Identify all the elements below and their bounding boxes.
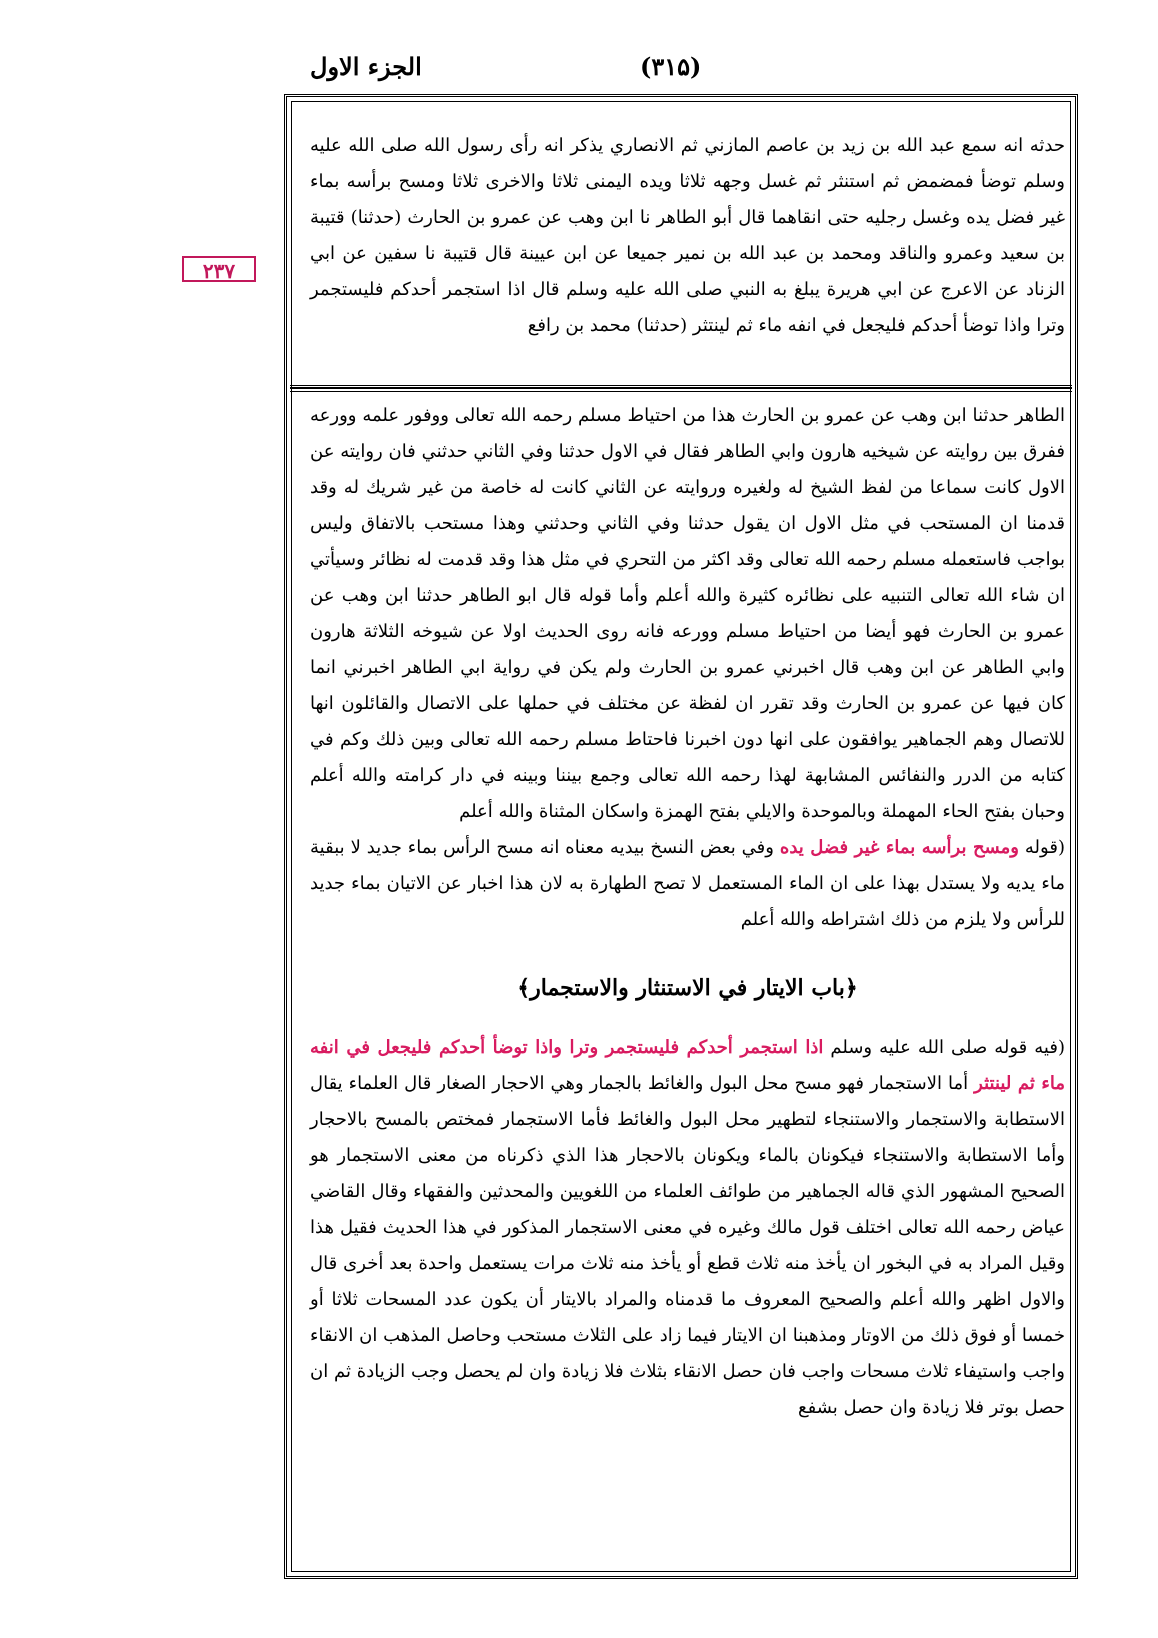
commentary-quote-paragraph: [310, 830, 1065, 938]
hadith-number-badge: ۲۳۷: [182, 256, 256, 282]
quote-open: (قوله: [1024, 837, 1065, 858]
lower-text: أما الاستجمار فهو مسح محل البول والغائط بالجمار وهي الاحجار الصغار قال العلماء يقال الاستطابة والاستجمار والاستنجاء لتطهير محل البول والغائط فأما الاستجمار فمختص بالمسح بالاحجار وأما الاستطابة والاستنجاء فيكونان بالماء ويكونان بالاحجار هذا الذي ذكرناه من معنى الاستجمار هو الصحيح المشهور الذي قاله الجماهير من طوائف العلماء من اللغويين والمحدثين والفقهاء وقال القاضي عياض رحمه الله تعالى اختلف قول مالك وغيره في معنى الاستجمار المذكور في هذا الحديث فقيل هذا وقيل المراد به في البخور ان يأخذ منه ثلاث قطع أو يأخذ منه ثلاث مرات يستعمل واحدة بعد أخرى قال والاول اظهر والله أعلم والصحيح المعروف ما قدمناه والمراد بالايتار أن يكون عدد المسحات ثلاثا أو خمسا أو فوق ذلك من الاوتار ومذهبنا ان الايتار فيما زاد على الثلاث مستحب وحاصل المذهب ان الانقاء واجب واستيفاء ثلاث مسحات واجب فان حصل الانقاء بثلاث فلا زيادة وان لم يحصل وجب الزيادة ثم ان حصل بوتر فلا زيادة وان حصل بشفع: [310, 1073, 1065, 1418]
quote-highlight: ومسح برأسه بماء غير فضل يده: [779, 837, 1019, 858]
lower-commentary: [310, 1030, 1065, 1426]
lower-quote-highlight: اذا استجمر أحدكم فليستجمر وترا واذا توضأ أحدكم فليجعل في انفه ماء ثم لينتثر: [310, 1037, 1065, 1094]
lower-paragraph: [310, 1030, 1065, 1426]
page-header-volume: الجزء الاول: [310, 52, 422, 81]
section-divider: [290, 387, 1072, 392]
page-number: (۳۱۵): [640, 52, 702, 81]
commentary-paragraph: الطاهر حدثنا ابن وهب عن عمرو بن الحارث هذا من احتياط مسلم رحمه الله تعالى ووفور علمه وورعه ففرق بين روايته عن شيخيه هارون وابي الطاهر فقال في الاول حدثنا وفي الثاني حدثني فان روايته عن الاول كانت سماعا من لفظ الشيخ له ولغيره وروايته عن الثاني كانت له خاصة من غير شريك له وقد قدمنا ان المستحب في مثل الاول ان يقول حدثنا وفي الثاني وحدثني وهذا مستحب بالاتفاق وليس بواجب فاستعمله مسلم رحمه الله تعالى وقد اكثر من التحري في مثل هذا وقد قدمت له نظائر وسيأتي ان شاء الله تعالى التنبيه على نظائره كثيرة والله أعلم وأما قوله قال ابو الطاهر حدثنا ابن وهب عن عمرو بن الحارث فهو أيضا من احتياط مسلم وورعه فانه روى الحديث اولا عن شيوخه الثلاثة هارون وابي الطاهر عن ابن وهب قال اخبرني عمرو بن الحارث ولم يكن في رواية ابي الطاهر اخبرني انما كان فيها عن عمرو بن الحارث وقد تقرر ان لفظة عن مختلف في حملها على الاتصال والقائلون انها للاتصال وهم الجماهير يوافقون على انها دون اخبرنا فاحتاط مسلم رحمه الله تعالى وبين ذلك وكم في كتابه من الدرر والنفائس المشابهة لهذا رحمه الله تعالى وجمع بيننا وبينه في دار كرامته والله أعلم وحبان بفتح الحاء المهملة وبالموحدة والايلي بفتح الهمزة واسكان المثناة والله أعلم: [310, 405, 1065, 822]
hadith-paragraph: حدثه انه سمع عبد الله بن زيد بن عاصم المازني ثم الانصاري يذكر انه رأى رسول الله صلى الله عليه وسلم توضأ فمضمض ثم استنثر ثم غسل وجهه ثلاثا ويده اليمنى ثلاثا والاخرى ثلاثا ومسح برأسه بماء غير فضل يده وغسل رجليه حتى انقاهما قال أبو الطاهر نا ابن وهب عن عمرو بن الحارث (حدثنا) قتيبة بن سعيد وعمرو والناقد ومحمد بن عبد الله بن نمير جميعا عن ابن عيينة قال قتيبة نا سفين عن ابي الزناد عن الاعرج عن ابي هريرة يبلغ به النبي صلى الله عليه وسلم قال اذا استجمر أحدكم فليستجمر وترا واذا توضأ أحدكم فليجعل في انفه ماء ثم لينتثر (حدثنا) محمد بن رافع: [310, 135, 1065, 336]
hadith-text: [310, 128, 1065, 344]
lower-intro: (فيه قوله صلى الله عليه وسلم: [830, 1037, 1065, 1058]
commentary-text: [310, 398, 1065, 938]
chapter-title: ﴿باب الايتار في الاستنثار والاستجمار﴾: [517, 975, 858, 1001]
quote-rest: وفي بعض النسخ بيديه معناه انه مسح الرأس بماء جديد لا ببقية ماء يديه ولا يستدل بهذا على ان الماء المستعمل لا تصح الطهارة به لان هذا اخبار عن الاتيان بماء جديد للرأس ولا يلزم من ذلك اشتراطه والله أعلم: [310, 837, 1065, 930]
